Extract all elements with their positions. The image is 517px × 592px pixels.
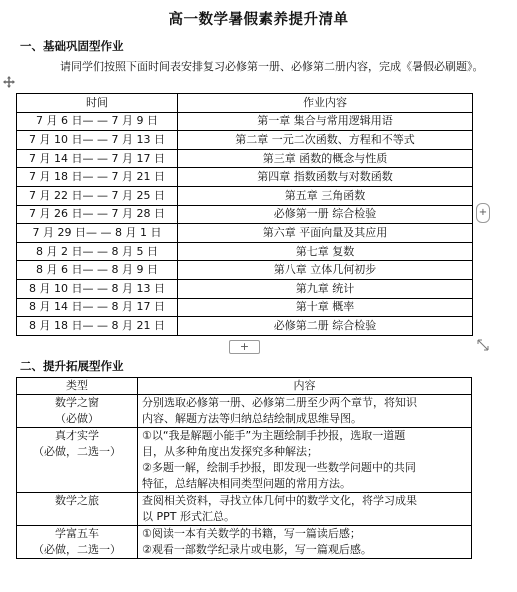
- schedule-time-cell: 7 月 6 日— — 7 月 9 日: [17, 112, 178, 131]
- section2-heading: 二、提升拓展型作业: [20, 359, 124, 373]
- schedule-time-cell: 7 月 14 日— — 7 月 17 日: [17, 149, 178, 168]
- types-header-type: 类型: [17, 378, 138, 395]
- content-cell: [138, 428, 472, 493]
- add-column-button[interactable]: +: [476, 203, 490, 223]
- move-icon[interactable]: [3, 76, 15, 88]
- schedule-time-cell: 7 月 29 日— — 8 月 1 日: [17, 224, 178, 243]
- content-line: ①阅读一本有关数学的书籍，写一篇读后感；: [142, 527, 361, 540]
- schedule-content-cell: 必修第一册 综合检验: [178, 205, 473, 224]
- type-line: 真才实学: [55, 429, 99, 442]
- content-cell: [138, 493, 472, 526]
- table-row: [17, 224, 473, 243]
- section1-heading: 一、基础巩固型作业: [20, 39, 124, 53]
- schedule-content-cell: 第四章 指数函数与对数函数: [178, 168, 473, 187]
- schedule-content-cell: 第九章 统计: [178, 279, 473, 298]
- schedule-content-cell: 第六章 平面向量及其应用: [178, 224, 473, 243]
- type-cell: [17, 493, 138, 526]
- schedule-time-cell: 8 月 2 日— — 8 月 5 日: [17, 242, 178, 261]
- types-table: [16, 377, 472, 559]
- content-line: 内容、解题方法等归纳总结绘制成思维导图。: [142, 412, 362, 425]
- type-cell: [17, 526, 138, 559]
- content-line: 以 PPT 形式汇总。: [142, 510, 235, 523]
- table-row: [17, 298, 473, 317]
- schedule-content-cell: 第七章 复数: [178, 242, 473, 261]
- schedule-time-cell: 8 月 6 日— — 8 月 9 日: [17, 261, 178, 280]
- table-row: [17, 112, 473, 131]
- types-header-row: [17, 378, 472, 395]
- schedule-table: [16, 93, 473, 336]
- schedule-content-cell: 第五章 三角函数: [178, 186, 473, 205]
- schedule-header-content: 作业内容: [178, 94, 473, 113]
- content-line: 查阅相关资料，寻找立体几何中的数学文化，将学习成果: [142, 494, 417, 507]
- schedule-content-cell: 第一章 集合与常用逻辑用语: [178, 112, 473, 131]
- schedule-header-row: [17, 94, 473, 113]
- schedule-time-cell: 7 月 26 日— — 7 月 28 日: [17, 205, 178, 224]
- table-row: [17, 242, 473, 261]
- type-line: 学富五车: [55, 527, 99, 540]
- schedule-time-cell: 8 月 18 日— — 8 月 21 日: [17, 317, 178, 336]
- table-row: [17, 395, 472, 428]
- document-title: 高一数学暑假素养提升清单: [168, 12, 349, 28]
- section1-intro: 请同学们按照下面时间表安排复习必修第一册、必修第二册内容，完成《暑假必刷题》。: [60, 60, 484, 73]
- type-cell: [17, 395, 138, 428]
- table-row: [17, 205, 473, 224]
- schedule-header-time: 时间: [17, 94, 178, 113]
- type-line: （必做，二选一）: [33, 543, 121, 556]
- content-cell: [138, 526, 472, 559]
- table-row: [17, 261, 473, 280]
- schedule-content-cell: 第二章 一元二次函数、方程和不等式: [178, 131, 473, 150]
- table-row: [17, 526, 472, 559]
- content-line: 特征，总结解决相同类型问题的常用方法。: [142, 477, 351, 490]
- table-row: [17, 279, 473, 298]
- content-line: 目，从多种角度出发探究多种解法；: [142, 445, 318, 458]
- type-line: （必做，二选一）: [33, 445, 121, 458]
- schedule-time-cell: 8 月 10 日— — 8 月 13 日: [17, 279, 178, 298]
- table-row: [17, 317, 473, 336]
- schedule-time-cell: 8 月 14 日— — 8 月 17 日: [17, 298, 178, 317]
- type-line: （必做）: [55, 412, 99, 425]
- content-line: 分别选取必修第一册、必修第二册至少两个章节，将知识: [142, 396, 417, 409]
- table-row: [17, 168, 473, 187]
- schedule-content-cell: 第八章 立体几何初步: [178, 261, 473, 280]
- content-line: ①以“我是解题小能手”为主题绘制手抄报，选取一道题: [142, 429, 406, 442]
- types-header-content: 内容: [138, 378, 472, 395]
- content-cell: [138, 395, 472, 428]
- type-cell: [17, 428, 138, 493]
- table-row: [17, 428, 472, 493]
- schedule-content-cell: 第三章 函数的概念与性质: [178, 149, 473, 168]
- type-line: [20, 509, 134, 525]
- table-row: [17, 186, 473, 205]
- table-row: [17, 493, 472, 526]
- schedule-time-cell: 7 月 22 日— — 7 月 25 日: [17, 186, 178, 205]
- schedule-time-cell: 7 月 18 日— — 7 月 21 日: [17, 168, 178, 187]
- content-line: ②观看一部数学纪录片或电影，写一篇观后感。: [142, 543, 372, 556]
- content-line: ②多题一解，绘制手抄报，即发现一些数学问题中的共同: [142, 461, 416, 474]
- schedule-time-cell: 7 月 10 日— — 7 月 13 日: [17, 131, 178, 150]
- table-row: [17, 131, 473, 150]
- type-line: 数学之窗: [55, 396, 99, 409]
- resize-icon[interactable]: [477, 339, 489, 351]
- schedule-content-cell: 第十章 概率: [178, 298, 473, 317]
- schedule-content-cell: 必修第二册 综合检验: [178, 317, 473, 336]
- type-line: 数学之旅: [55, 494, 99, 507]
- table-row: [17, 149, 473, 168]
- add-row-button[interactable]: +: [229, 340, 260, 354]
